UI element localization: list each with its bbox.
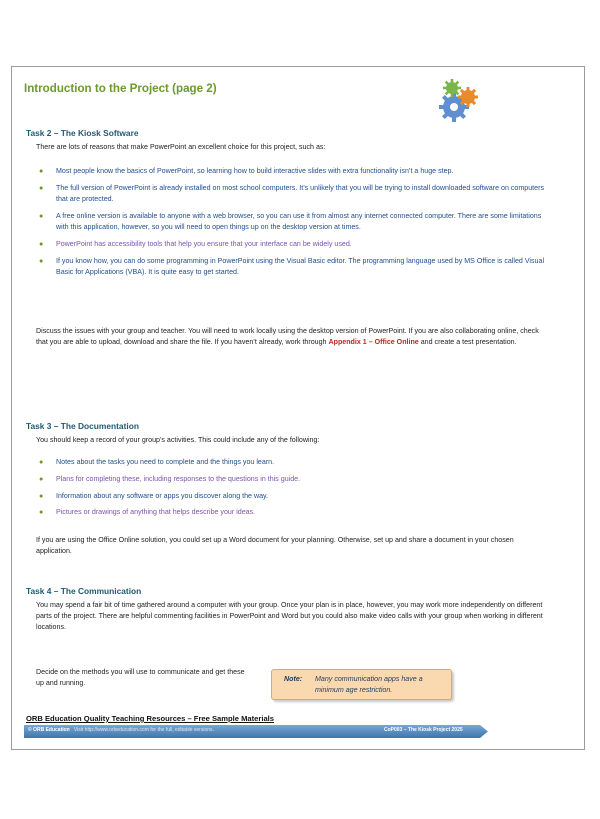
list-item: ● Pictures or drawings of anything that helps describe your ideas. [36,507,556,518]
task2-bullet-list [36,166,548,284]
task4-heading: Task 4 – The Communication [26,586,142,596]
bullet-dot-icon: ● [39,491,44,500]
task4-paragraph-2: Decide on the methods you will use to communicate and get these up and running. [36,668,245,688]
list-item: ● Information about any software or apps you discover along the way. [36,491,556,502]
list-item: ● Most people know the basics of PowerPoint, so learning how to build interactive slides with extra functionality isn’t a huge step. [36,166,548,177]
task3-intro: You should keep a record of your group’s activities. This could include any of the following: [36,436,320,444]
list-item: ● PowerPoint has accessibility tools that help you ensure that your interface can be widely used. [36,239,548,250]
list-item: ● The full version of PowerPoint is already installed on most school computers. It’s unlikely that you will be trying to install downloaded software on computers that are protected. [39,183,545,203]
note-box [271,669,452,700]
footer-copyright: © ORB Education [28,727,70,733]
bullet-dot-icon: ● [39,167,44,175]
task3-heading: Task 3 – The Documentation [26,421,139,431]
bullet-dot-icon: ● [39,474,44,483]
bullet-dot-icon: ● [39,239,44,248]
note-label: Note: [284,675,303,683]
footer-code: CoP003 – The Kiosk Project 2025 [384,727,463,733]
list-item: ● If you know how, you can do some programming in PowerPoint using the Visual Basic editor. The programming language used by MS Office is called Visual Basic for Applications (VBA). It is quite easy to get started. [39,256,545,276]
footer-bar [24,725,488,738]
footer-visit-link[interactable]: Visit http://www.orbeducation.com for the full, editable versions. [73,727,214,733]
page-title: Introduction to the Project (page 2) [24,82,217,95]
footer-left-text [28,727,214,733]
note-text: Many communication apps have a minimum age restriction. [315,675,423,694]
task2-heading: Task 2 – The Kiosk Software [26,128,139,138]
list-item: ● A free online version is available to anyone with a web browser, so you can use it from almost any internet connected computer. There are some limitations with this application, however, so you will need to open things up on the desktop version at times. [39,211,542,231]
task3-outro: If you are using the Office Online solution, you could set up a Word document for your planning. Otherwise, set up and share a document in your chosen application. [36,536,514,556]
list-item: ● Plans for completing these, including responses to the questions in this guide. [36,474,556,485]
bullet-dot-icon: ● [39,508,44,517]
task4-paragraph-1: You may spend a fair bit of time gathered around a computer with your group. Once your plan is in place, however, you may work more independently on different parts of the project. There are helpful commenting facilities in PowerPoint and Word but you could also make video calls with your group when working in different locations. [36,601,543,632]
appendix-link[interactable]: Appendix 1 – Office Online [328,338,419,347]
list-item: ● Notes about the tasks you need to complete and the things you learn. [36,457,556,468]
bullet-dot-icon: ● [39,256,44,265]
gears-logo-icon [438,78,480,124]
task2-intro: There are lots of reasons that make PowerPoint an excellent choice for this project, such as: [36,143,326,151]
bullet-dot-icon: ● [39,183,44,192]
footer-title: ORB Education Quality Teaching Resources – Free Sample Materials [26,714,274,723]
task3-bullet-list [36,457,556,524]
bullet-dot-icon: ● [39,211,44,220]
task2-discuss-paragraph: Discuss the issues with your group and teacher. You will need to work locally using the desktop version of PowerPoint. If you are also collaborating online, check that you are able to upload, download and share the file. If you haven’t already, work through Appendix 1 – Office Online and create a test presentation. [36,327,539,347]
bullet-dot-icon: ● [39,458,44,466]
